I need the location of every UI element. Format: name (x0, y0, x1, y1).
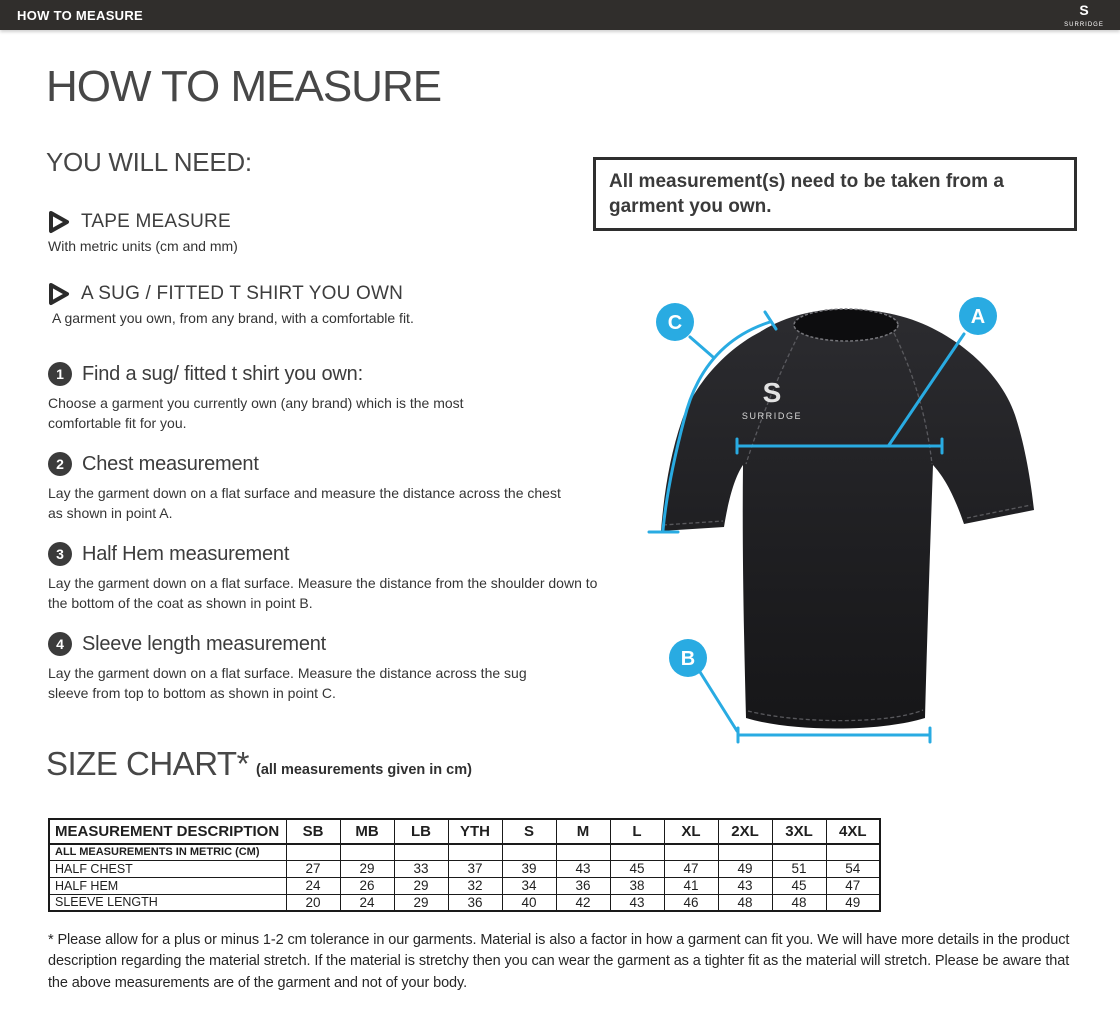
value-cell: 36 (556, 877, 610, 894)
step-title: Sleeve length measurement (82, 632, 327, 655)
value-cell: 48 (772, 894, 826, 911)
column-header-size: 3XL (772, 819, 826, 844)
point-c-badge (656, 303, 694, 341)
point-c-label: C (667, 312, 683, 334)
tshirt-collar (794, 309, 898, 341)
logo-initial: S (1079, 1, 1089, 18)
step-description: Lay the garment down on a flat surface. Measure the distance across the sug sleeve from top to bottom as shown in point C. (48, 665, 527, 702)
step-description: Lay the garment down on a flat surface. Measure the distance from the shoulder down to the bottom of the coat as shown in point B. (48, 575, 598, 612)
subheader-empty-cell (286, 844, 340, 860)
step-title: Half Hem measurement (82, 542, 290, 565)
column-header-size: MB (340, 819, 394, 844)
column-header-description: MEASUREMENT DESCRIPTION (49, 819, 286, 844)
subheader-empty-cell (772, 844, 826, 860)
subheader-empty-cell (826, 844, 880, 860)
value-cell: 32 (448, 877, 502, 894)
measurement-note-text: All measurement(s) need to be taken from a garment you own. (609, 171, 1004, 218)
surridge-logo-icon (1058, 2, 1110, 29)
need-item-subtitle: With metric units (cm and mm) (48, 238, 238, 254)
value-cell: 45 (772, 877, 826, 894)
value-cell: 49 (826, 894, 880, 911)
tshirt-graphic (661, 309, 1034, 729)
step-2 (48, 452, 563, 524)
value-cell: 34 (502, 877, 556, 894)
column-header-size: LB (394, 819, 448, 844)
column-header-size: SB (286, 819, 340, 844)
header-title: HOW TO MEASURE (17, 7, 144, 23)
value-cell: 24 (340, 894, 394, 911)
value-cell: 45 (610, 860, 664, 877)
shirt-logo-wordmark: SURRIDGE (741, 411, 803, 421)
column-header-size: 2XL (718, 819, 772, 844)
step-description: Choose a garment you currently own (any brand) which is the most comfortable fit for you. (48, 395, 464, 432)
step-description: Lay the garment down on a flat surface and measure the distance across the chest as shown in point A. (48, 485, 561, 522)
value-cell: 47 (826, 877, 880, 894)
subheader-empty-cell (664, 844, 718, 860)
step-4 (48, 632, 548, 704)
you-will-need-heading: YOU WILL NEED: (46, 147, 252, 177)
value-cell: 36 (448, 894, 502, 911)
column-header-size: L (610, 819, 664, 844)
value-cell: 41 (664, 877, 718, 894)
step-1 (48, 362, 493, 434)
table-row (49, 894, 880, 911)
step-number-badge: 4 (48, 632, 72, 656)
row-label-cell: SLEEVE LENGTH (49, 894, 286, 911)
value-cell: 43 (556, 860, 610, 877)
size-chart-table (48, 818, 881, 912)
subheader-empty-cell (394, 844, 448, 860)
step-number-badge: 3 (48, 542, 72, 566)
value-cell: 40 (502, 894, 556, 911)
value-cell: 42 (556, 894, 610, 911)
subheader-empty-cell (556, 844, 610, 860)
table-header-row (49, 819, 880, 844)
value-cell: 26 (340, 877, 394, 894)
value-cell: 47 (664, 860, 718, 877)
value-cell: 38 (610, 877, 664, 894)
column-header-size: M (556, 819, 610, 844)
size-chart-heading: SIZE CHART* (46, 745, 249, 782)
step-number-badge: 1 (48, 362, 72, 386)
value-cell: 29 (394, 877, 448, 894)
step-3 (48, 542, 606, 614)
value-cell: 27 (286, 860, 340, 877)
point-a-badge (959, 297, 997, 335)
table-row (49, 860, 880, 877)
table-subheader-row (49, 844, 880, 860)
header-bar (0, 0, 1120, 30)
size-chart-note: (all measurements given in cm) (256, 762, 472, 778)
value-cell: 51 (772, 860, 826, 877)
page-title: HOW TO MEASURE (46, 62, 442, 111)
need-item-title: A SUG / FITTED T SHIRT YOU OWN (81, 283, 404, 304)
value-cell: 29 (340, 860, 394, 877)
value-cell: 43 (718, 877, 772, 894)
value-cell: 20 (286, 894, 340, 911)
logo-wordmark: SURRIDGE (1064, 21, 1104, 28)
table-row (49, 877, 880, 894)
subheader-empty-cell (718, 844, 772, 860)
column-header-size: S (502, 819, 556, 844)
value-cell: 43 (610, 894, 664, 911)
step-title: Chest measurement (82, 452, 259, 475)
point-a-label: A (970, 306, 986, 328)
tshirt-measurement-diagram (600, 280, 1070, 780)
row-label-cell: HALF HEM (49, 877, 286, 894)
step-number-badge: 2 (48, 452, 72, 476)
subheader-cell: ALL MEASUREMENTS IN METRIC (CM) (49, 844, 286, 860)
need-item-subtitle: A garment you own, from any brand, with a comfortable fit. (52, 310, 414, 326)
need-item-fitted-shirt (48, 282, 414, 326)
column-header-size: 4XL (826, 819, 880, 844)
point-b-badge (669, 639, 707, 677)
triangle-bullet-icon (48, 210, 70, 234)
value-cell: 29 (394, 894, 448, 911)
subheader-empty-cell (448, 844, 502, 860)
value-cell: 39 (502, 860, 556, 877)
value-cell: 49 (718, 860, 772, 877)
need-item-tape-measure (48, 210, 238, 254)
measurement-note-box (593, 157, 1077, 231)
row-label-cell: HALF CHEST (49, 860, 286, 877)
shirt-logo-icon: S (762, 377, 782, 408)
value-cell: 46 (664, 894, 718, 911)
value-cell: 33 (394, 860, 448, 877)
triangle-bullet-icon (48, 282, 70, 306)
column-header-size: XL (664, 819, 718, 844)
need-item-title: TAPE MEASURE (81, 211, 231, 232)
column-header-size: YTH (448, 819, 502, 844)
value-cell: 54 (826, 860, 880, 877)
point-b-label: B (680, 648, 696, 670)
value-cell: 37 (448, 860, 502, 877)
step-title: Find a sug/ fitted t shirt you own: (82, 362, 363, 385)
value-cell: 24 (286, 877, 340, 894)
disclaimer-text: * Please allow for a plus or minus 1-2 cm tolerance in our garments. Material is also a factor in how a garment can fit you. We will have more details in the product description regarding the material stretch. If the material is stretchy then you can wear the garment as a tighter fit as the material will stretch. Please be aware that the above measurements are of the garment and not of your body. (48, 932, 1070, 991)
subheader-empty-cell (502, 844, 556, 860)
value-cell: 48 (718, 894, 772, 911)
subheader-empty-cell (610, 844, 664, 860)
subheader-empty-cell (340, 844, 394, 860)
